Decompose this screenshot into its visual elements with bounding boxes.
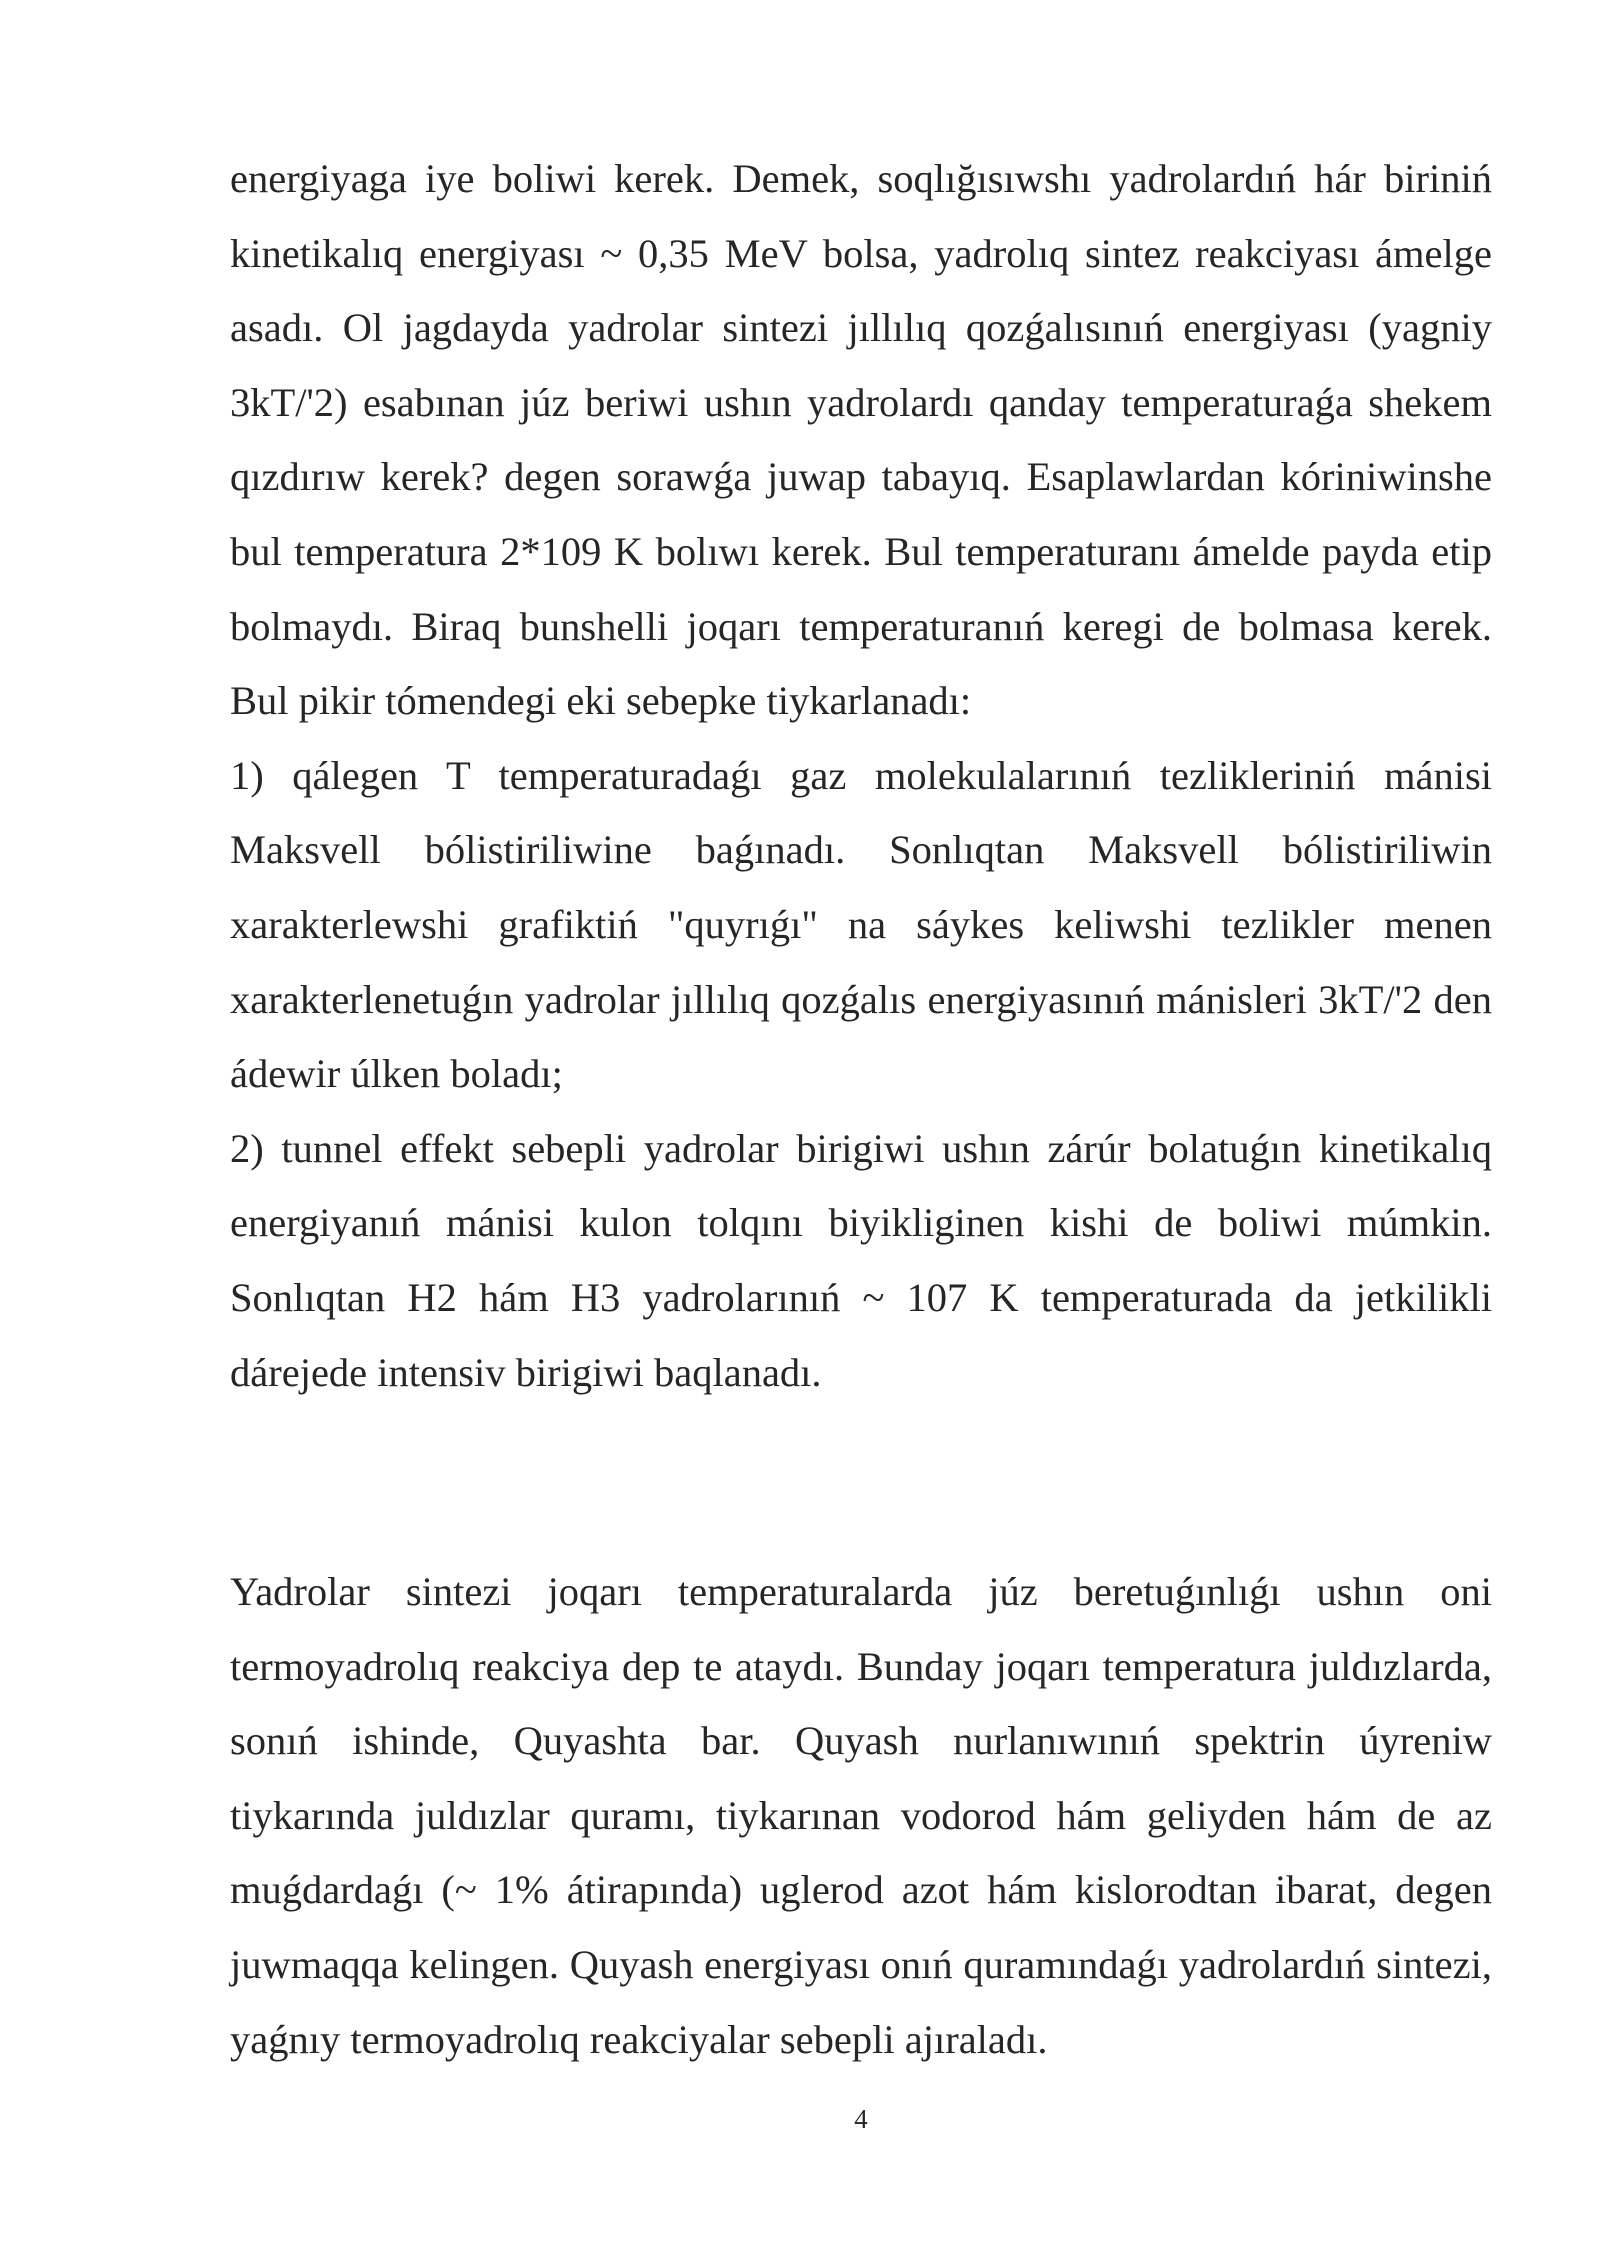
paragraph-energy-intro: energiyaga iye boliwi kerek. Demek, soqlığısıwshı yadrolardıń hár biriniń kinetikalıq energiyası ~ 0,35 MeV bolsa, yadrolıq sintez reakciyası ámelge asadı. Ol jagdayda yadrolar sintezi jıllılıq qozǵalısınıń energiyası (yagniy 3kT/'2) esabınan júz beriwi ushın yadrolardı qanday temperaturaǵa shekem qızdırıw kerek? degen sorawǵa juwap tabayıq. Esaplawlardan kóriniwinshe bul temperatura 2*109 K bolıwı kerek. Bul temperaturanı ámelde payda etip bolmaydı. Biraq bunshelli joqarı temperaturanıń keregi de bolmasa kerek. Bul pikir tómendegi eki sebepke tiykarlanadı:: [230, 156, 1492, 724]
paragraph-reason-1: 1) qálegen T temperaturadaǵı gaz molekulalarınıń tezlikleriniń mánisi Maksvell bólistiriliwine baǵınadı. Sonlıqtan Maksvell bólistiriliwin xarakterlewshi grafiktiń "quyrıǵı" na sáykes keliwshi tezlikler menen xarakterlenetuǵın yadrolar jıllılıq qozǵalıs energiyasınıń mánisleri 3kT/'2 den ádewir úlken boladı;: [230, 752, 1492, 1097]
paragraph-thermonuclear: Yadrolar sintezi joqarı temperaturalarda júz beretuǵınlıǵı ushın oni termoyadrolıq reakciya dep te ataydı. Bunday joqarı temperatura juldızlarda, sonıń ishinde, Quyashta bar. Quyash nurlanıwınıń spektrin úyreniw tiykarında juldızlar quramı, tiykarınan vodorod hám geliyden hám de az muǵdardaǵı (~ 1% átirapında) uglerod azot hám kislorodtan ibarat, degen juwmaqqa kelingen. Quyash energiyası onıń quramındaǵı yadrolardıń sintezi, yaǵnıy termoyadrolıq reakciyalar sebepli ajıraladı.: [230, 1569, 1492, 2062]
body-text-top: [230, 142, 1492, 1410]
page-number: 4: [854, 2104, 868, 2134]
body-text-bottom: [230, 1555, 1492, 2077]
paragraph-reason-2: 2) tunnel effekt sebepli yadrolar birigiwi ushın zárúr bolatuǵın kinetikalıq energiyanıń mánisi kulon tolqını biyikliginen kishi de boliwi múmkin. Sonlıqtan H2 hám H3 yadrolarınıń ~ 107 K temperaturada da jetkilikli dárejede intensiv birigiwi baqlanadı.: [230, 1125, 1492, 1395]
